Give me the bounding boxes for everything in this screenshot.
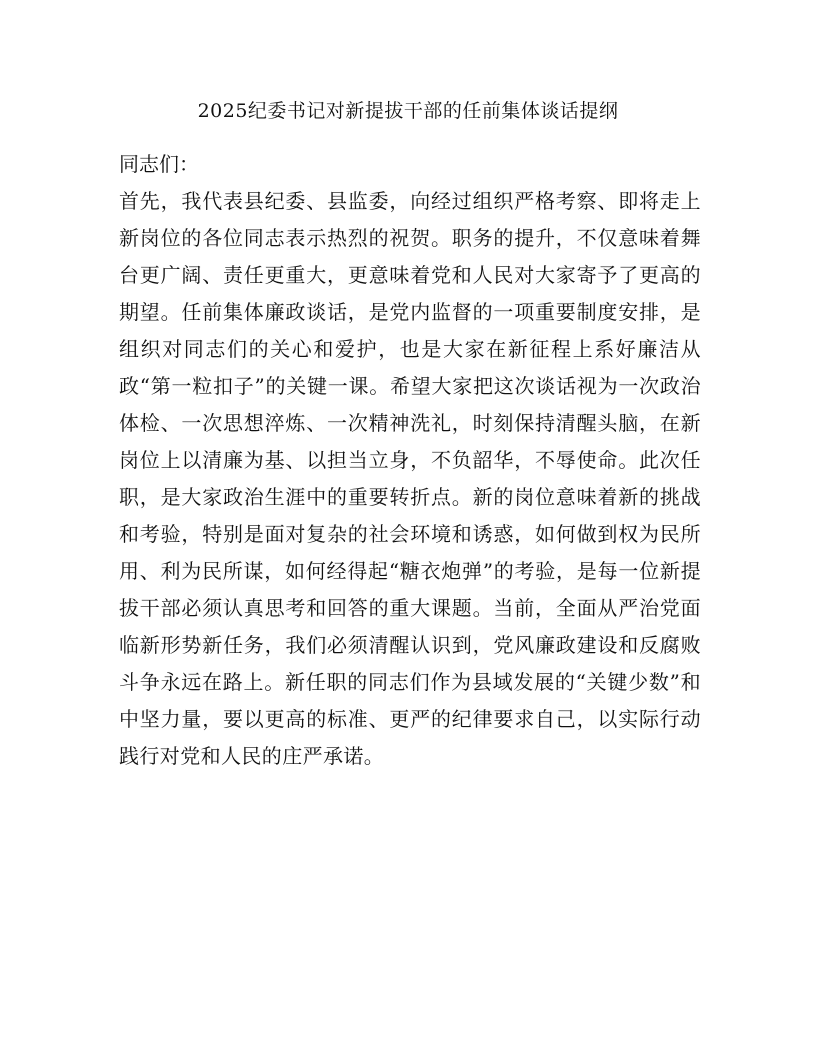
document-title: 2025纪委书记对新提拔干部的任前集体谈话提纲 (197, 100, 619, 122)
body-paragraph: 首先，我代表县纪委、县监委，向经过组织严格考察、即将走上新岗位的各位同志表示热烈的祝贺。职务的提升，不仅意味着舞台更广阔、责任更重大，更意味着党和人民对大家寄予了更高的期望。任前集体廉政谈话，是党内监督的一项重要制度安排，是组织对同志们的关心和爱护，也是大家在新征程上系好廉洁从政“第一粒扣子”的关键一课。希望大家把这次谈话视为一次政治体检、一次思想淬炼、一次精神洗礼，时刻保持清醒头脑，在新岗位上以清廉为基、以担当立身，不负韶华，不辱使命。此次任职，是大家政治生涯中的重要转折点。新的岗位意味着新的挑战和考验，特别是面对复杂的社会环境和诱惑，如何做到权为民所用、利为民所谋，如何经得起“糖衣炮弹”的考验，是每一位新提拔干部必须认真思考和回答的重大课题。当前，全面从严治党面临新形势新任务，我们必须清醒认识到，党风廉政建设和反腐败斗争永远在路上。新任职的同志们作为县域发展的“关键少数”和中坚力量，要以更高的标准、更严的纪律要求自己，以实际行动践行对党和人民的庄严承诺。 (119, 189, 701, 768)
salutation: 同志们： (119, 152, 199, 176)
